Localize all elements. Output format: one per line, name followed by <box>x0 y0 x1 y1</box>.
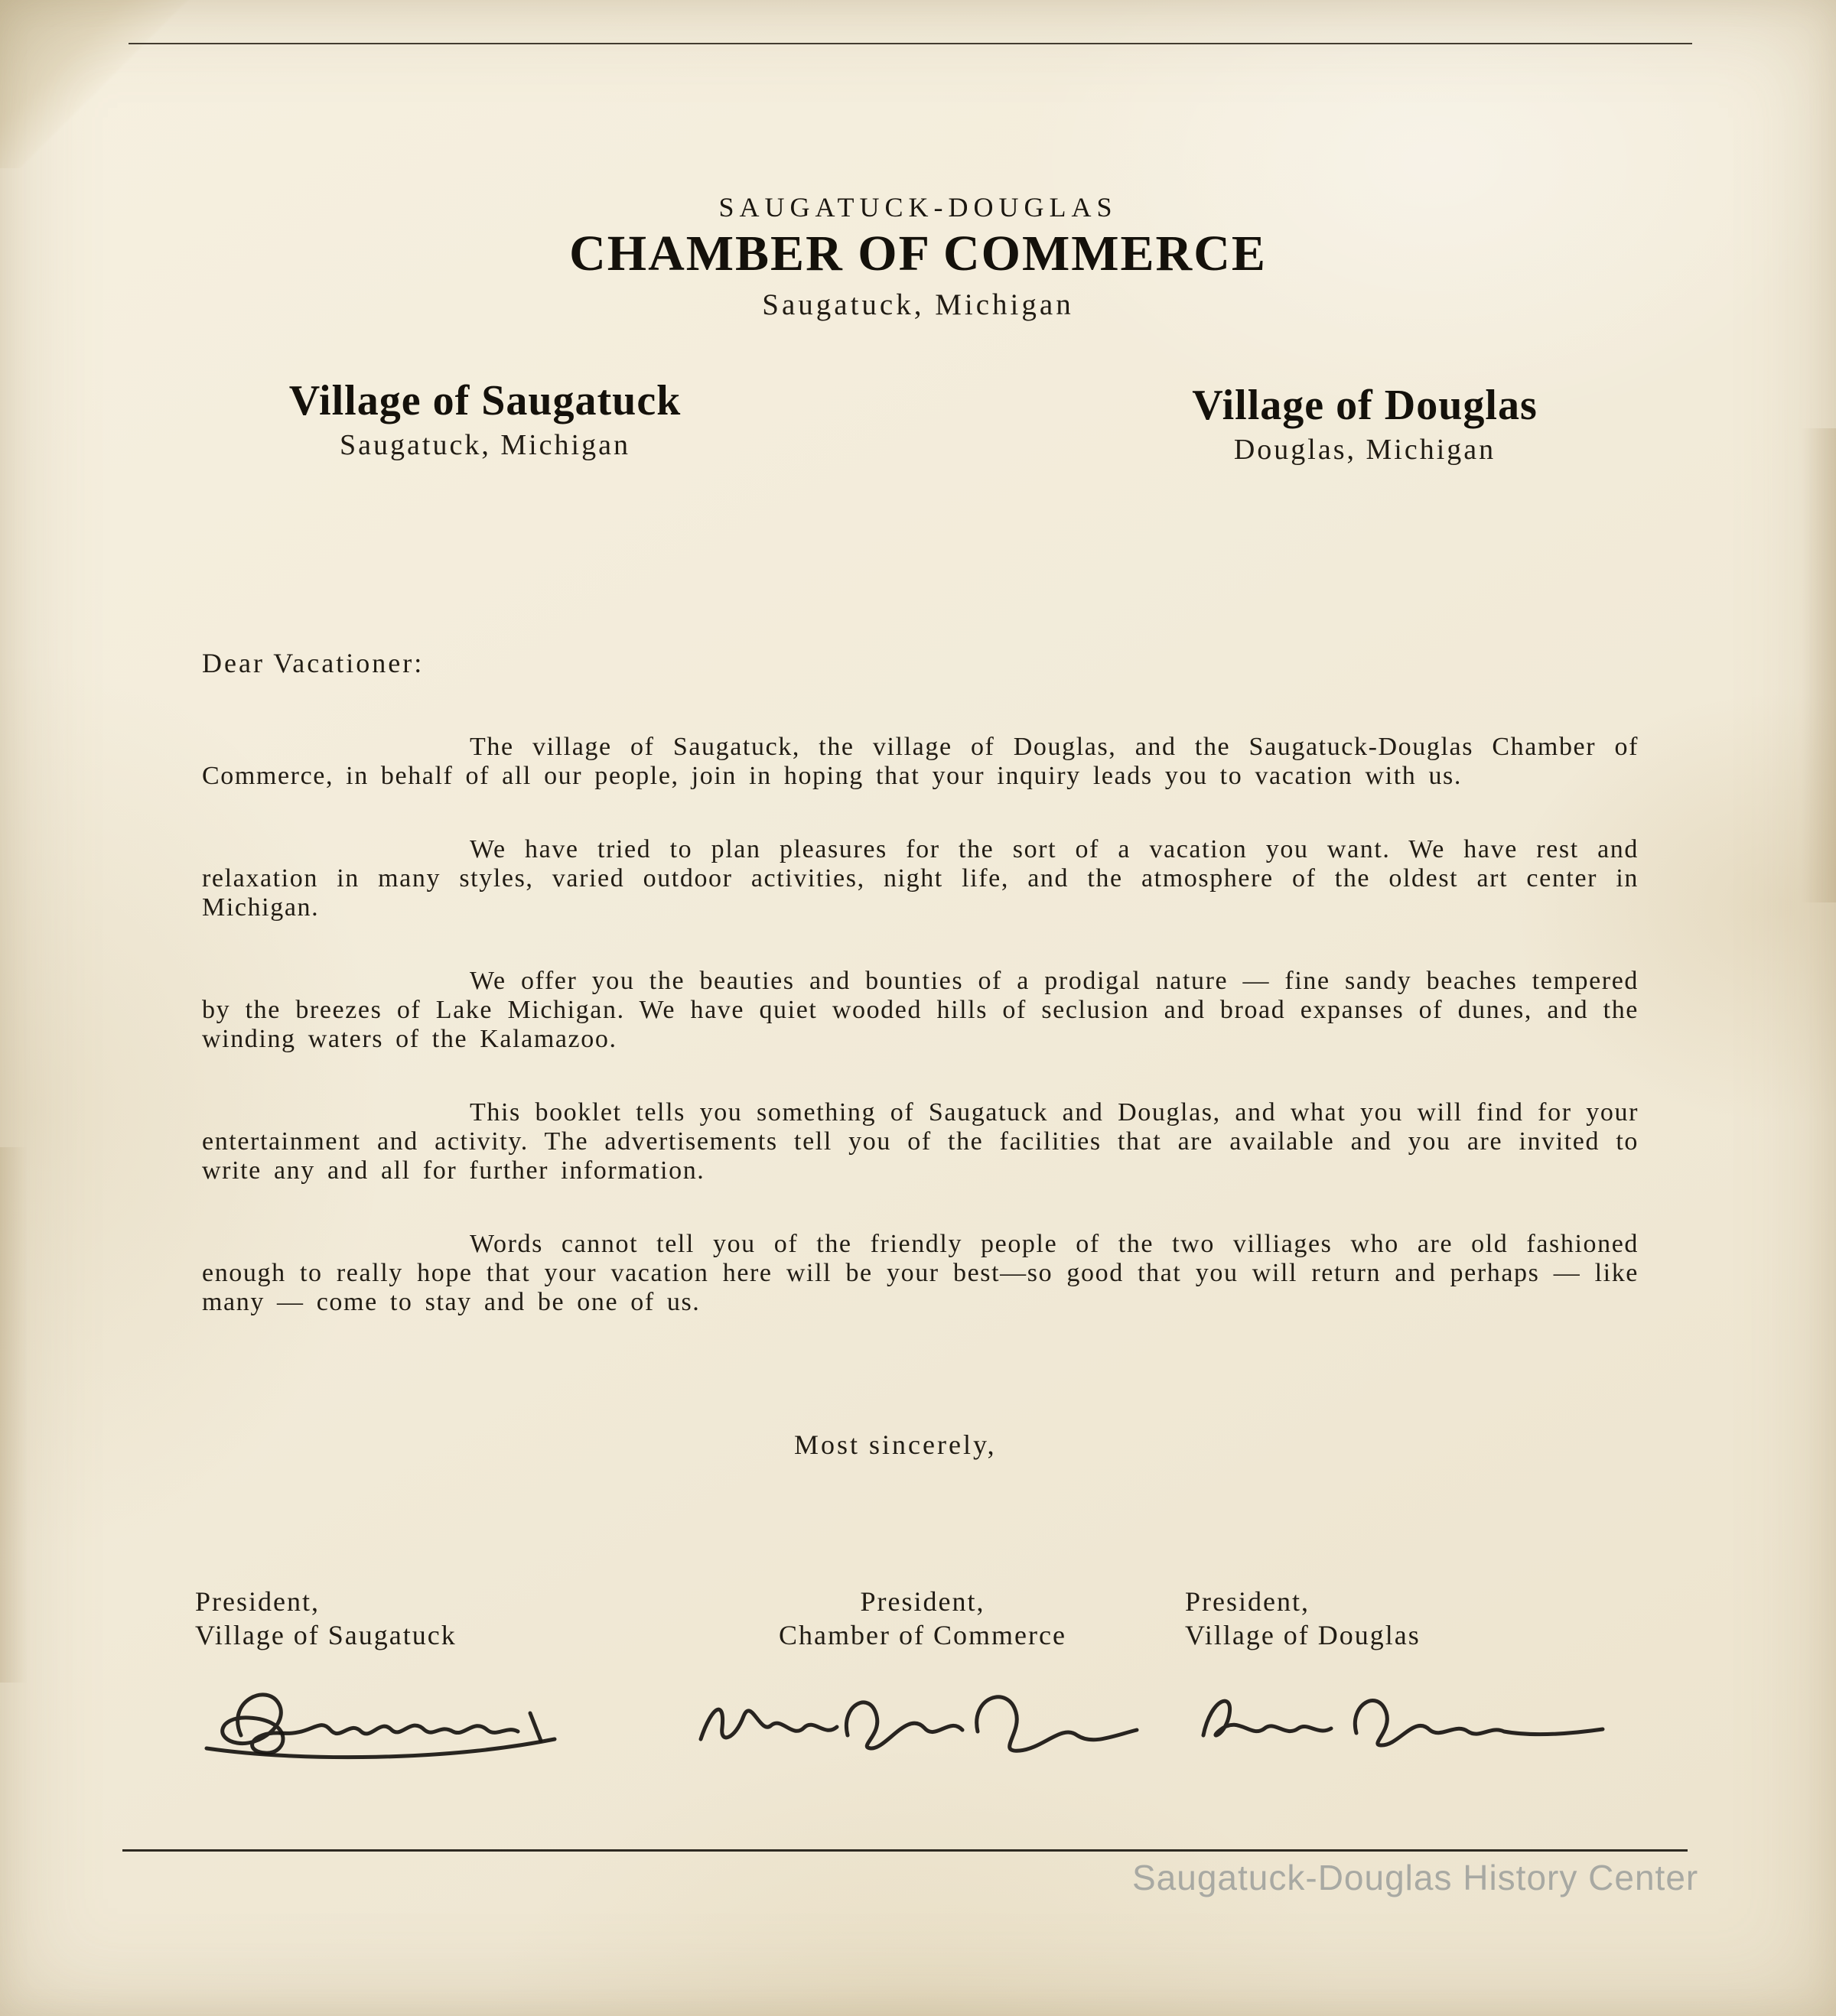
top-rule <box>129 43 1692 44</box>
signature-block-saugatuck <box>195 1585 623 1777</box>
paragraph-3: We offer you the beauties and bounties of a prodigal nature — fine sandy beaches tempered by the breezes of Lake Michigan. We have quiet wooded hills of seclusion and broad expanses of dunes, and the winding waters of the Kalamazoo. <box>202 967 1639 1053</box>
salutation: Dear Vacationer: <box>202 648 425 678</box>
signature-title: President, <box>195 1586 320 1617</box>
signature-title: President, <box>1185 1586 1310 1617</box>
paper-fold-top-left <box>0 0 245 168</box>
org-location: Saugatuck, Michigan <box>762 288 1074 321</box>
village-saugatuck-location: Saugatuck, Michigan <box>340 429 630 461</box>
letter-body <box>202 733 1639 1361</box>
signature-title: Village of Saugatuck <box>195 1620 457 1650</box>
org-name-line1: SAUGATUCK-DOUGLAS <box>718 192 1118 223</box>
org-name-line2: CHAMBER OF COMMERCE <box>569 226 1267 281</box>
village-douglas-name: Village of Douglas <box>1192 382 1538 429</box>
paper-crease-right <box>1801 428 1836 902</box>
signature-ink-douglas-president <box>1173 1663 1616 1777</box>
paragraph-5: Words cannot tell you of the friendly people of the two villiages who are old fashioned enough to really hope that your vacation here will be your best—so good that you will return and perhaps — like many — come to stay and be one of us. <box>202 1230 1639 1316</box>
signature-title: Chamber of Commerce <box>779 1620 1066 1650</box>
paragraph-1: The village of Saugatuck, the village of Douglas, and the Saugatuck-Douglas Chamber of Commerce, in behalf of all our people, join in hoping that your inquiry leads you to vacation with us. <box>202 733 1639 790</box>
signature-ink-chamber-president <box>678 1663 1152 1777</box>
history-center-watermark: Saugatuck-Douglas History Center <box>1132 1858 1699 1897</box>
signature-title: President, <box>860 1586 985 1617</box>
signature-title: Village of Douglas <box>1185 1620 1421 1650</box>
village-douglas-location: Douglas, Michigan <box>1233 434 1496 466</box>
village-saugatuck-name: Village of Saugatuck <box>288 377 682 424</box>
signature-block-douglas <box>1185 1585 1613 1777</box>
signature-ink-saugatuck-president <box>195 1663 623 1777</box>
paragraph-2: We have tried to plan pleasures for the sort of a vacation you want. We have rest and relaxation in many styles, varied outdoor activities, night life, and the atmosphere of the oldest art center in Michigan. <box>202 835 1639 922</box>
paragraph-4: This booklet tells you something of Saugatuck and Douglas, and what you will find for your entertainment and activity. The advertisements tell you of the facilities that are available and you are invited to write any and all for further information. <box>202 1098 1639 1185</box>
signature-block-chamber <box>724 1585 1121 1777</box>
paper-crease-left <box>0 1147 28 1683</box>
village-douglas-block <box>1192 381 1537 467</box>
closing-line: Most sincerely, <box>794 1429 997 1460</box>
bottom-rule <box>122 1849 1688 1852</box>
village-saugatuck-block <box>289 376 682 462</box>
letterhead <box>0 191 1836 322</box>
